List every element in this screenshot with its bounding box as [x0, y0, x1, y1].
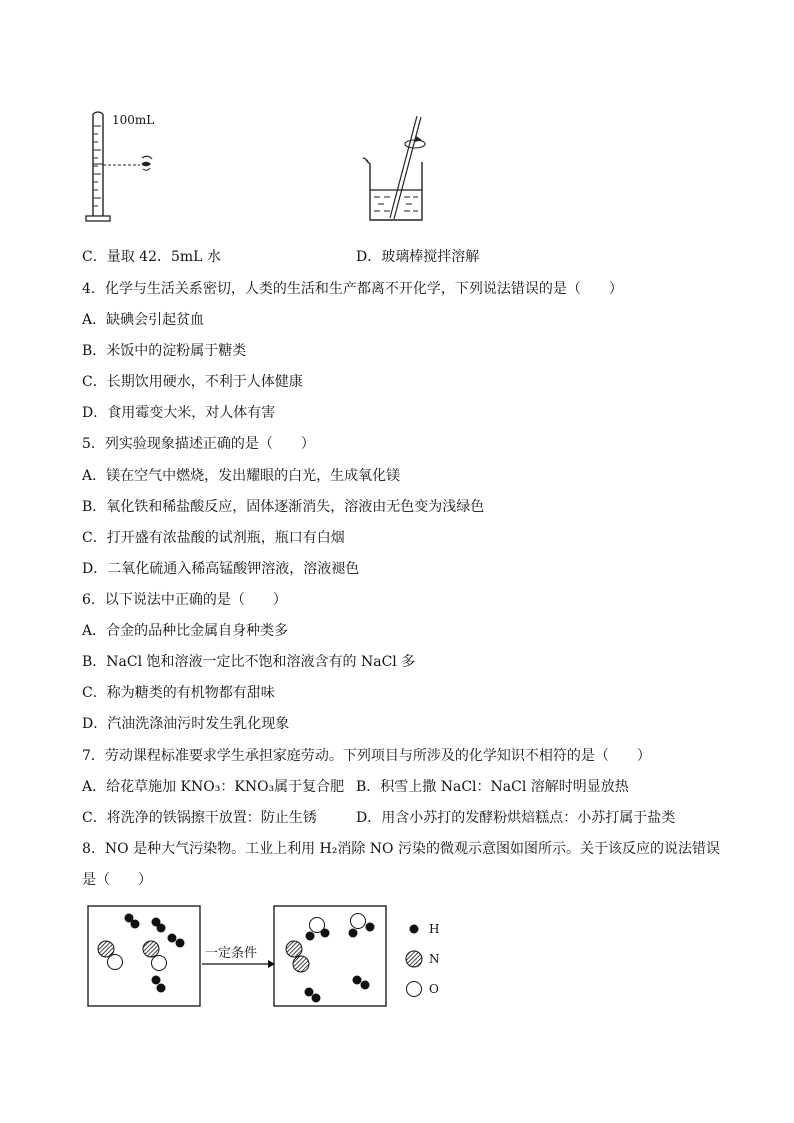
q6-option-b: B．NaCl 饱和溶液一定比不饱和溶液含有的 NaCl 多 [82, 654, 416, 670]
q5-option-c: C．打开盛有浓盐酸的试剂瓶，瓶口有白烟 [82, 530, 345, 546]
beaker-stirring-figure [360, 112, 450, 227]
q8-stem-line2: 是（ ） [82, 872, 152, 888]
q5-option-d: D．二氧化硫通入稀高锰酸钾溶液，溶液褪色 [82, 561, 360, 577]
q7-option-a: A．给花草施加 KNO₃：KNO₃属于复合肥 [82, 779, 345, 795]
q7-option-d: D．用含小苏打的发酵粉烘焙糕点：小苏打属于盐类 [356, 810, 676, 826]
q7-stem: 7．劳动课程标准要求学生承担家庭劳动。下列项目与所涉及的化学知识不相符的是（ ） [82, 748, 651, 764]
legend-o-label: O [429, 982, 439, 996]
q6-option-a: A．合金的品种比金属自身种类多 [82, 623, 289, 639]
q6-stem: 6．以下说法中正确的是（ ） [82, 592, 287, 608]
q7-option-b: B．积雪上撒 NaCl：NaCl 溶解时明显放热 [356, 779, 629, 795]
q5-stem: 5．列实验现象描述正确的是（ ） [82, 436, 315, 452]
q4-option-a: A．缺碘会引起贫血 [82, 312, 205, 328]
legend-n-label: N [429, 952, 440, 966]
legend-n-symbol [406, 951, 422, 967]
legend-h-label: H [429, 922, 440, 936]
q5-option-b: B．氧化铁和稀盐酸反应，固体逐渐消失，溶液由无色变为浅绿色 [82, 499, 485, 515]
q7-option-c: C．将洗净的铁锅擦干放置：防止生锈 [82, 810, 317, 826]
legend-h-symbol [410, 925, 419, 934]
q3-option-d: D．玻璃棒搅拌溶解 [356, 249, 480, 265]
arrow-condition-label: 一定条件 [205, 946, 258, 961]
legend-o-symbol [407, 982, 422, 997]
reaction-micro-diagram [84, 900, 464, 1012]
cylinder-label: 100mL [112, 113, 155, 127]
q6-option-d: D．汽油洗涤油污时发生乳化现象 [82, 716, 290, 732]
q6-option-c: C．称为糖类的有机物都有甜味 [82, 685, 275, 701]
q4-option-b: B．米饭中的淀粉属于糖类 [82, 343, 247, 359]
q8-stem-line1: 8．NO 是种大气污染物。工业上利用 H₂消除 NO 污染的微观示意图如图所示。关于该反应的说法错误 [82, 841, 720, 857]
q4-option-c: C．长期饮用硬水，不利于人体健康 [82, 374, 303, 390]
q3-option-c: C．量取 42．5mL 水 [82, 249, 221, 265]
q5-option-a: A．镁在空气中燃烧，发出耀眼的白光，生成氧化镁 [82, 468, 401, 484]
q4-option-d: D．食用霉变大米，对人体有害 [82, 405, 276, 421]
q4-stem: 4．化学与生活关系密切，人类的生活和生产都离不开化学，下列说法错误的是（ ） [82, 281, 623, 297]
